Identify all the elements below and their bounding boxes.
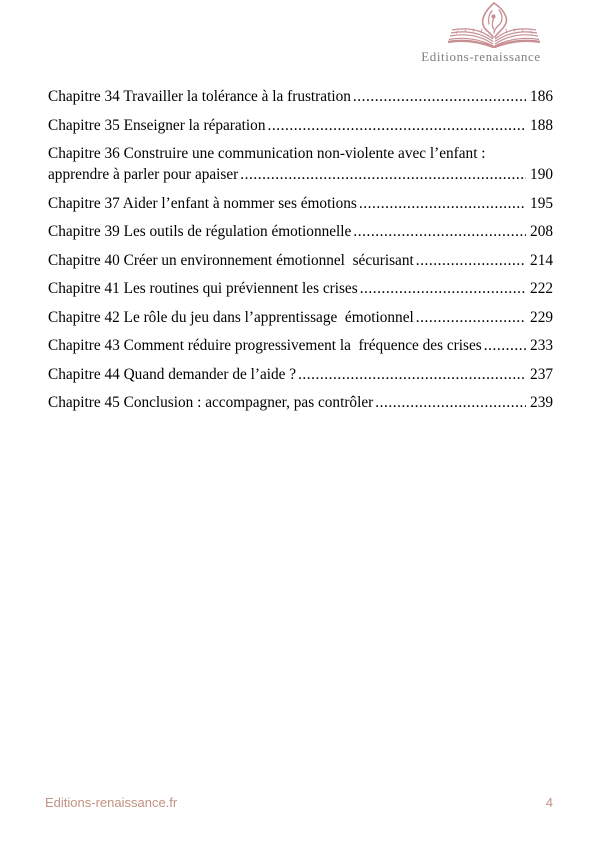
toc-page-number: 214 bbox=[530, 251, 553, 269]
table-of-contents bbox=[48, 86, 553, 421]
dot-leader bbox=[359, 193, 526, 214]
toc-entry-label: Chapitre 34 Travailler la tolérance à la frustration bbox=[48, 88, 351, 105]
toc-entry[interactable] bbox=[48, 278, 553, 299]
toc-entry-label: Chapitre 35 Enseigner la réparation bbox=[48, 116, 266, 134]
toc-entry[interactable] bbox=[48, 221, 553, 242]
toc-page-number: 186 bbox=[530, 88, 553, 105]
toc-entry[interactable] bbox=[48, 307, 553, 328]
toc-entry-label: Chapitre 42 Le rôle du jeu dans l’apprentissage émotionnel bbox=[48, 308, 414, 326]
toc-entry[interactable] bbox=[48, 143, 553, 185]
toc-entry[interactable] bbox=[48, 250, 553, 271]
toc-entry-label: Chapitre 37 Aider l’enfant à nommer ses émotions bbox=[48, 194, 357, 212]
dot-leader bbox=[484, 335, 526, 356]
toc-page-number: 190 bbox=[530, 166, 553, 183]
dot-leader bbox=[416, 307, 526, 328]
toc-entry-label: Chapitre 40 Créer un environnement émotionnel sécurisant bbox=[48, 251, 414, 269]
toc-entry-row bbox=[48, 86, 553, 107]
toc-entry[interactable] bbox=[48, 115, 553, 136]
toc-entry-label: Chapitre 39 Les outils de régulation émotionnelle bbox=[48, 223, 352, 240]
dot-leader bbox=[240, 164, 526, 185]
toc-entry-label: Chapitre 44 Quand demander de l’aide ? bbox=[48, 365, 297, 383]
toc-entry-row bbox=[48, 392, 553, 413]
dot-leader bbox=[375, 392, 526, 413]
toc-entry-label: Chapitre 41 Les routines qui préviennent les crises bbox=[48, 280, 358, 297]
toc-page-number: 239 bbox=[530, 394, 553, 411]
toc-page-number: 222 bbox=[530, 280, 553, 297]
toc-page-number: 208 bbox=[530, 223, 553, 240]
toc-entry-row bbox=[48, 115, 553, 136]
dot-leader bbox=[353, 86, 526, 107]
toc-entry[interactable] bbox=[48, 335, 553, 356]
toc-entry[interactable] bbox=[48, 86, 553, 107]
page-footer bbox=[45, 795, 553, 810]
toc-entry-row bbox=[48, 364, 553, 385]
toc-entry-row bbox=[48, 221, 553, 242]
footer-site-link[interactable]: Editions-renaissance.fr bbox=[45, 795, 178, 810]
toc-entry[interactable] bbox=[48, 364, 553, 385]
dot-leader bbox=[298, 364, 526, 385]
toc-entry-row bbox=[48, 278, 553, 299]
toc-entry-row bbox=[48, 193, 553, 214]
toc-entry-label: Chapitre 43 Comment réduire progressivement la fréquence des crises bbox=[48, 337, 482, 354]
dot-leader bbox=[353, 221, 526, 242]
footer-page-number: 4 bbox=[545, 795, 553, 810]
toc-entry-row bbox=[48, 307, 553, 328]
toc-entry-label: apprendre à parler pour apaiser bbox=[48, 166, 239, 183]
dot-leader bbox=[267, 115, 526, 136]
toc-entry[interactable] bbox=[48, 392, 553, 413]
toc-entry-row bbox=[48, 164, 553, 185]
toc-entry-row bbox=[48, 335, 553, 356]
toc-entry-label: Chapitre 36 Construire une communication non-violente avec l’enfant : bbox=[48, 145, 486, 162]
toc-page-number: 229 bbox=[530, 308, 553, 326]
publisher-name: Editions-renaissance bbox=[421, 49, 541, 64]
open-book-flame-icon bbox=[448, 2, 540, 48]
dot-leader bbox=[360, 278, 526, 299]
toc-page-number: 188 bbox=[530, 116, 553, 134]
toc-entry-row bbox=[48, 250, 553, 271]
dot-leader bbox=[416, 250, 526, 271]
toc-page-number: 237 bbox=[530, 365, 553, 383]
toc-page-number: 233 bbox=[530, 337, 553, 354]
toc-entry[interactable] bbox=[48, 193, 553, 214]
toc-entry-label: Chapitre 45 Conclusion : accompagner, pas contrôler bbox=[48, 394, 374, 411]
toc-page-number: 195 bbox=[530, 194, 553, 212]
